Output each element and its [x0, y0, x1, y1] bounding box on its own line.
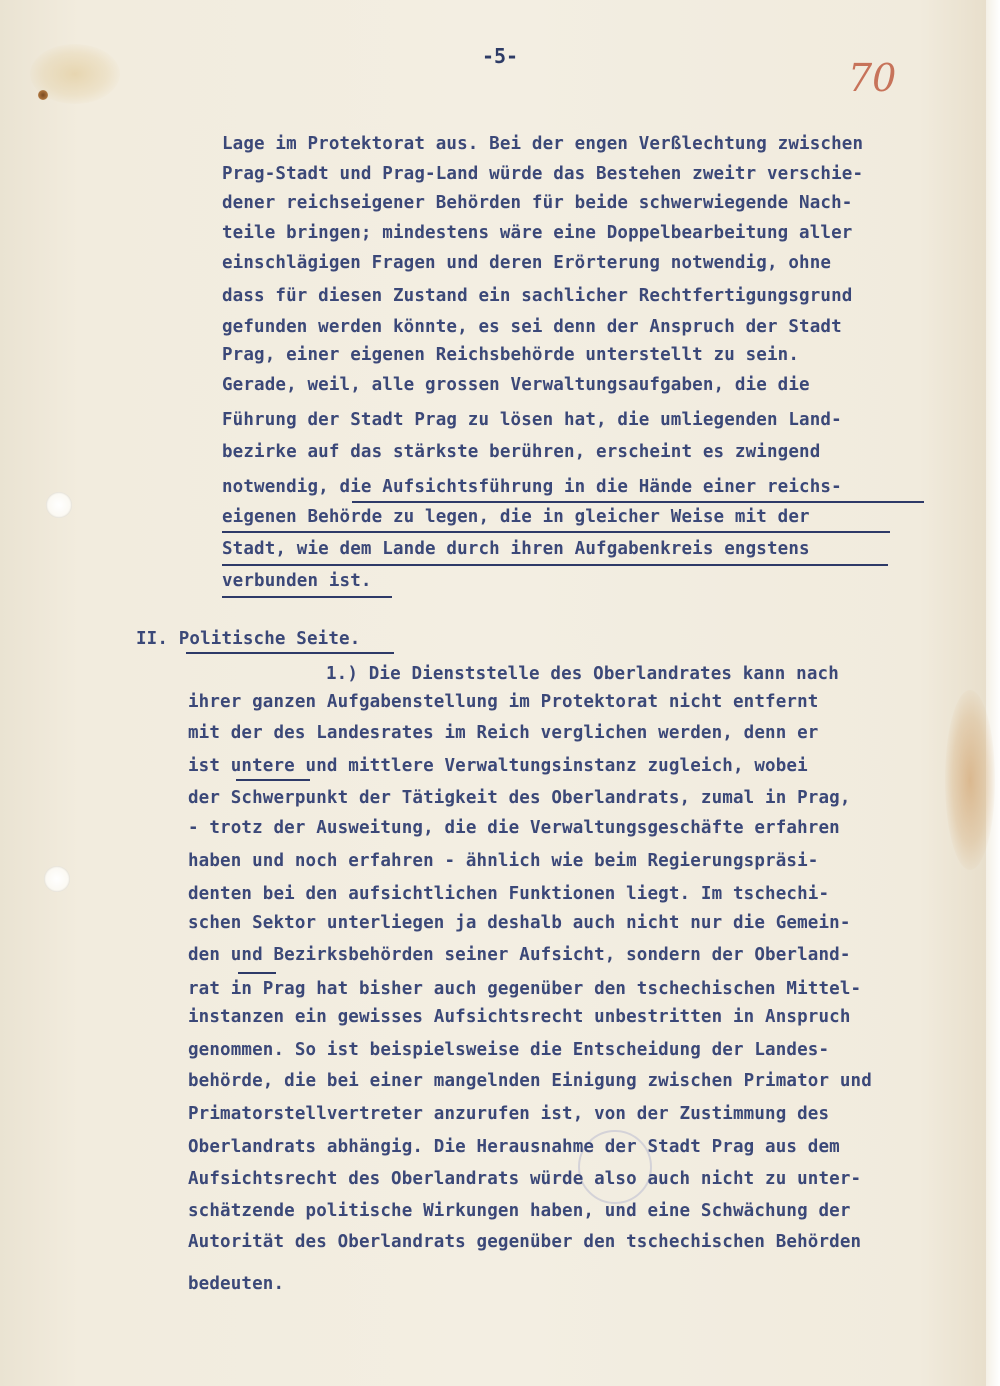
section-line: den und Bezirksbehörden seiner Aufsicht, sondern der Oberland-	[188, 945, 851, 965]
body-line: Führung der Stadt Prag zu lösen hat, die umliegenden Land-	[222, 410, 842, 430]
water-stain	[945, 690, 995, 870]
body-line: bezirke auf das stärkste berühren, erscheint es zwingend	[222, 442, 821, 462]
body-line: teile bringen; mindestens wäre eine Doppelbearbeitung aller	[222, 223, 853, 243]
section-line: - trotz der Ausweitung, die die Verwaltungsgeschäfte erfahren	[188, 818, 840, 838]
section-line: bedeuten.	[188, 1274, 285, 1294]
section-line: haben und noch erfahren - ähnlich wie beim Regierungspräsi-	[188, 851, 819, 871]
word-underline	[238, 972, 276, 974]
section-line: mit der des Landesrates im Reich verglichen werden, denn er	[188, 723, 819, 743]
section-line: Oberlandrats abhängig. Die Herausnahme der Stadt Prag aus dem	[188, 1137, 840, 1157]
section-line: 1.) Die Dienststelle des Oberlandrates kann nach	[326, 664, 839, 684]
body-line: eigenen Behörde zu legen, die in gleicher Weise mit der	[222, 507, 810, 527]
emphasis-underline	[222, 531, 890, 533]
body-line: Stadt, wie dem Lande durch ihren Aufgabenkreis engstens	[222, 539, 810, 559]
section-line: Autorität des Oberlandrats gegenüber den tschechischen Behörden	[188, 1232, 862, 1252]
emphasis-underline	[352, 501, 924, 503]
punch-hole	[44, 866, 70, 892]
rust-mark	[38, 90, 48, 100]
body-line: dass für diesen Zustand ein sachlicher Rechtfertigungsgrund	[222, 286, 853, 306]
body-line: Prag, einer eigenen Reichsbehörde unterstellt zu sein.	[222, 345, 800, 365]
body-line: notwendig, die Aufsichtsführung in die Hände einer reichs-	[222, 477, 842, 497]
section-line: rat in Prag hat bisher auch gegenüber den tschechischen Mittel-	[188, 979, 862, 999]
section-line: Primatorstellvertreter anzurufen ist, von der Zustimmung des	[188, 1104, 830, 1124]
section-line: genommen. So ist beispielsweise die Entscheidung der Landes-	[188, 1040, 830, 1060]
emphasis-underline	[222, 564, 888, 566]
word-underline	[236, 779, 310, 781]
handwritten-folio-number: 70	[848, 56, 897, 100]
body-line: einschlägigen Fragen und deren Erörterung notwendig, ohne	[222, 253, 832, 273]
heading-underline	[186, 652, 394, 654]
punch-hole	[46, 492, 72, 518]
section-line: behörde, die bei einer mangelnden Einigung zwischen Primator und	[188, 1071, 872, 1091]
body-line: dener reichseigener Behörden für beide schwerwiegende Nach-	[222, 193, 853, 213]
section-line: Aufsichtsrecht des Oberlandrats würde also auch nicht zu unter-	[188, 1169, 862, 1189]
body-line: verbunden ist.	[222, 571, 372, 591]
paper-edge	[986, 0, 1000, 1386]
page-number: -5-	[481, 44, 519, 68]
section-line: instanzen ein gewisses Aufsichtsrecht unbestritten in Anspruch	[188, 1007, 851, 1027]
body-line: Lage im Protektorat aus. Bei der engen Verßlechtung zwischen	[222, 134, 864, 154]
body-line: Prag-Stadt und Prag-Land würde das Bestehen zweitr verschie-	[222, 164, 864, 184]
emphasis-underline	[222, 596, 392, 598]
section-line: ist untere und mittlere Verwaltungsinstanz zugleich, wobei	[188, 756, 808, 776]
body-line: gefunden werden könnte, es sei denn der Anspruch der Stadt	[222, 317, 842, 337]
section-heading: II. Politische Seite.	[136, 629, 361, 649]
section-line: schen Sektor unterliegen ja deshalb auch nicht nur die Gemein-	[188, 913, 851, 933]
section-line: schätzende politische Wirkungen haben, und eine Schwächung der	[188, 1201, 851, 1221]
section-line: denten bei den aufsichtlichen Funktionen liegt. Im tschechi-	[188, 884, 830, 904]
body-line: Gerade, weil, alle grossen Verwaltungsaufgaben, die die	[222, 375, 810, 395]
section-line: ihrer ganzen Aufgabenstellung im Protektorat nicht entfernt	[188, 692, 819, 712]
section-line: der Schwerpunkt der Tätigkeit des Oberlandrats, zumal in Prag,	[188, 788, 851, 808]
